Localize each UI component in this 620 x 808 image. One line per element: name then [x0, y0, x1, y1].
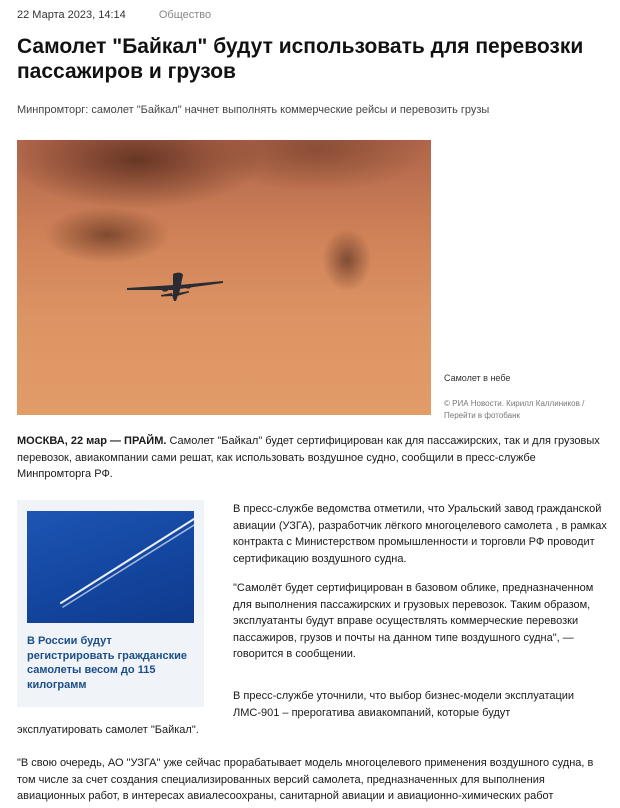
paragraph-1-text: Самолет "Байкал" будет сертифицирован как для пассажирских, так и для грузовых перевозок, авиакомпании сами решат, как использовать воздушное судно, сообщили в пресс-службе Минпромторга РФ.: [17, 435, 600, 480]
article-paragraph-4-end: эксплуатировать самолет "Байкал".: [17, 724, 199, 736]
article-lead: Минпромторг: самолет "Байкал" начнет выполнять коммерческие рейсы и перевозить грузы: [17, 104, 490, 116]
related-article-image[interactable]: [27, 511, 194, 623]
related-article-card[interactable]: [17, 500, 204, 707]
hero-image[interactable]: [17, 140, 431, 415]
image-caption: Самолет в небе: [444, 373, 511, 383]
category-link[interactable]: Общество: [158, 9, 212, 21]
article-title: Самолет "Байкал" будут использовать для перевозки пассажиров и грузов: [17, 35, 584, 83]
publish-date: 22 Марта 2023, 14:14: [17, 9, 126, 21]
image-credit[interactable]: © РИА Новости. Кирилл Каллиников / Перейти в фотобанк: [444, 399, 585, 420]
airplane-silhouette: [125, 268, 225, 304]
contrail-illustration: [27, 511, 194, 623]
article-paragraph-5: "В свою очередь, АО "УЗГА" уже сейчас прорабатывает модель многоцелевого применения воздушного судна, в том числе за счет создания специализированных версий самолета, предназначенных для выполнения авиационных работ, в интересах авиалесоохраны, санитарной авиации и авиационно-химических работ: [17, 757, 594, 802]
article-paragraph-4: В пресс-службе уточнили, что выбор бизнес-модели эксплуатации ЛМС-901 – прерогатива авиакомпаний, которые будут: [233, 690, 575, 719]
article-paragraph-3: "Самолёт будет сертифицирован в базовом облике, предназначенном для выполнения пассажирских и грузовых перевозок. Таким образом, эксплуатанты будут вправе осуществлять коммерческие перевозки пассажиров, грузов и почты на данном типе воздушного судна", — говорится в сообщении.: [233, 582, 594, 660]
article-paragraph-2: В пресс-службе ведомства отметили, что Уральский завод гражданской авиации (УЗГА), разработчик лёгкого многоцелевого самолета , в рамках контракта с Министерством промышленности и торговли РФ проводит сертификацию воздушного судна.: [233, 503, 607, 565]
related-article-title[interactable]: В России будут регистрировать гражданские самолеты весом до 115 килограмм: [27, 635, 188, 691]
dateline: МОСКВА, 22 мар — ПРАЙМ.: [17, 435, 167, 447]
article-paragraph-1: [17, 433, 603, 483]
article-meta: [17, 9, 211, 21]
